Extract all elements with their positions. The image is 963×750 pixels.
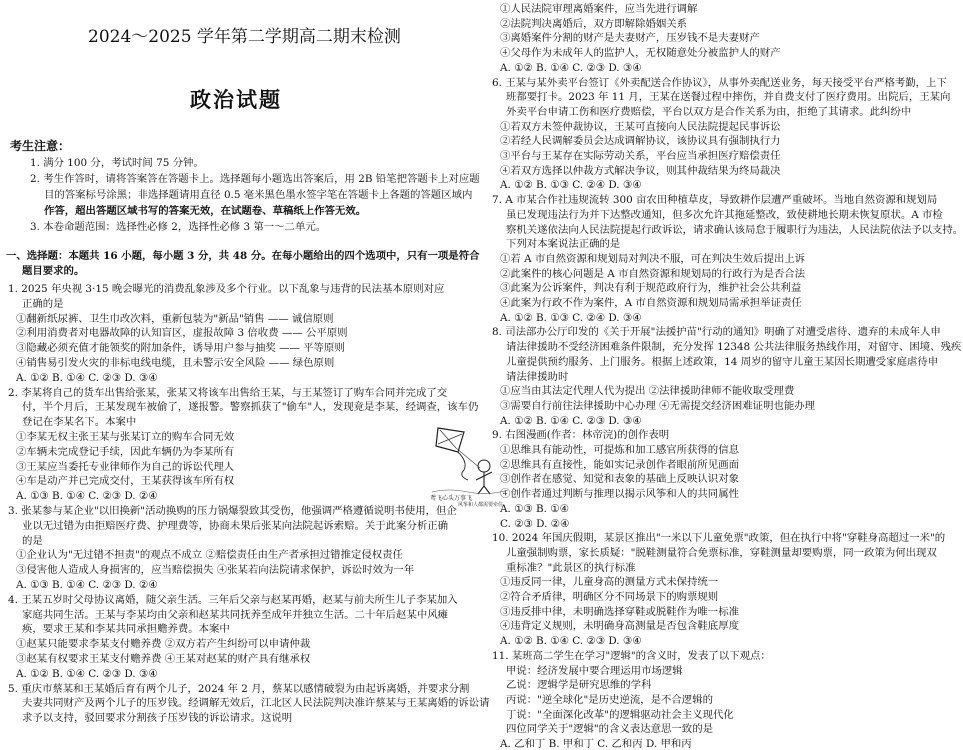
question-line: ③隐藏必须充值才能领奖的附加条件，诱导用户参与抽奖 —— 平等原则	[16, 342, 345, 355]
question-line: ④若双方选择以仲裁方式解决争议，则其仲裁结果为终局裁决	[500, 164, 781, 177]
question-line: ①企业认为"无过错不担责"的观点不成立 ②赔偿责任由生产者承担过错推定侵权责任	[16, 549, 403, 562]
question-line: 的是	[22, 534, 43, 547]
question-stem: 2. 李某将自己的货车出售给张某，张某又将该车出售给王某，与王某签订了购车合同并完成了交	[8, 386, 448, 399]
answer-options: A. ①② B. ①③ C. ②④ D. ③④	[500, 311, 642, 324]
question-line: ②此案件的核心问题是 A 市自然资源和规划局的行政行为是否合法	[500, 267, 806, 280]
question-line: ③离婚案件分割的财产是夫妻财产，压岁钱不是夫妻财产	[500, 32, 760, 45]
question-line: ②符合矛盾律，明确区分不同场景下的购票规则	[500, 591, 719, 603]
answer-options: A. ①② B. ①③ C. ②④ D. ③④	[500, 179, 642, 192]
question-line: 重标准？"此景区的执行标准	[506, 561, 636, 574]
question-line: ①思维具有能动性，可提炼和加工感官所获得的信息	[500, 444, 739, 456]
question-line: 登记在李某名下。本案中	[22, 416, 137, 429]
answer-options: A. ①② B. ①④ C. ②③ D. ③④	[500, 414, 642, 427]
question-stem: 1. 2025 年央视 3·15 晚会曝光的消费乱象涉及多个行业。以下乱象与违背的民法基本原则对应	[8, 283, 445, 295]
question-stem: 6. 王某与某外卖平台签订《外卖配送合作协议》，从事外卖配送业务，每天接受平台严格考勤，上下	[492, 76, 947, 89]
question-line: ①人民法院审理离婚案件，应当先进行调解	[500, 3, 698, 15]
question-line: ①若 A 市自然资源和规划局对判决不服，可在判决生效后提出上诉	[500, 252, 806, 265]
question-line: 付，半个月后，王某发现车被偷了，遂报警。警察抓获了"偷车"人，发现竟是李某，经调查，该车仍	[22, 401, 479, 414]
question-stem: 3. 张某参与某企业"以旧换新"活动换购的压力锅爆裂致其受伤，他强调严格遵循说明书使用，但企	[8, 505, 457, 517]
question-line: 家庭共同生活。王某与李某均由父亲和赵某共同抚养至成年并独立生活。二十年后赵某中风瘫	[22, 608, 449, 621]
question-line: ②法院判决离婚后，双方即解除婚姻关系	[500, 17, 688, 30]
subject-title: 政治试题	[190, 87, 282, 112]
question-line: ④创作者通过判断与推理以揭示风筝和人的共同属性	[500, 488, 739, 501]
notice-heading: 考生注意：	[10, 139, 71, 153]
question-line: ④车是动产并已完成交付，王某获得该车所有权	[16, 475, 235, 488]
question-line: 下列对本案说法正确的是	[506, 238, 621, 251]
answer-options: A. ①② B. ①④ C. ②③ D. ③④	[16, 667, 158, 680]
notice-item: 目的答案标号涂黑；非选择题请用直径 0.5 毫米黑色墨水签字笔在答题卡上各题的答题区域内	[44, 189, 473, 201]
question-line: ③创作者在感觉、知觉和表象的基础上反映认识对象	[500, 473, 739, 486]
question-stem: 4. 王某五岁时父母协议离婚，随父亲生活。三年后父亲与赵某再婚，赵某与前夫所生儿子李某加入	[8, 593, 458, 606]
answer-options: C. ②③ D. ②④	[500, 517, 570, 530]
question-line: 丁说："全面深化改革"的逻辑驱动社会主义现代化	[506, 708, 734, 721]
question-line: 外卖平台申请工伤和医疗费赔偿，平台以双方是合作关系为由，拒绝了其请求。此纠纷中	[506, 105, 912, 118]
answer-options: A. ①② B. ①④ C. ②③ D. ③④	[500, 635, 642, 648]
question-line: 业以无过错为由拒赔医疗费、护理费等，协商未果后张某向法院起诉索赔。关于此案分析正确	[22, 519, 449, 532]
question-line: ②车辆未完成登记手续，因此车辆仍为李某所有	[16, 445, 235, 458]
question-line: 夫妻共同财产及两个儿子的压岁钱。经调解无效后，江北区人民法院判决准许蔡某与王某离婚的诉讼请	[22, 697, 490, 710]
cartoon-caption: 风筝和人都需要牵住	[458, 502, 504, 508]
question-line: 丙说："逆全球化"是历史逆流，是不合逻辑的	[506, 693, 713, 706]
question-line: ③此案为公诉案件，判决有利于规范政府行为，维护社会公共利益	[500, 282, 802, 295]
question-line: ③侵害他人造成人身损害的，应当赔偿损失 ④张某若向法院请求保护，诉讼时效为一年	[16, 564, 415, 577]
question-line: 四位同学关于"逻辑"的含义表达意思一致的是	[506, 723, 713, 736]
question-line: ③违反排中律，未明确选择穿鞋或脱鞋作为唯一标准	[500, 605, 739, 618]
answer-options: A. ①③ B. ①④ C. ②③ D. ②④	[16, 579, 158, 591]
question-line: 儿童提供预约服务、上门服务。根据上述政策，14 周岁的留守儿童王某因长期遭受家庭虐待申	[506, 355, 939, 368]
cartoon-caption: 鸢飞心头万事飞	[430, 495, 473, 502]
question-line: 乙说：逻辑学是研究思维的学科	[506, 679, 652, 692]
question-line: ①李某无权主张王某与张某订立的购车合同无效	[16, 431, 235, 443]
kite-cartoon-illustration	[428, 422, 510, 508]
notice-item: 2. 考生作答时，请将答案答在答题卡上。选择题每小题选出答案后，用 2B 铅笔把答题卡上对应题	[30, 173, 480, 185]
answer-options: A. ①② B. ①④ C. ②③ D. ③④	[16, 371, 158, 384]
question-line: ④销售易引发火灾的非标电线电缆，且未警示安全风险 —— 绿色原则	[16, 357, 335, 369]
question-line: 痪，要求王某和李某共同承担赡养费。本案中	[22, 623, 230, 636]
question-stem: 8. 司法部办公厅印发的《关于开展"法援护苗"行动的通知》明确了对遭受虐待、遗弃的未成年人申	[492, 326, 941, 339]
question-line: ③王某应当委托专业律师作为自己的诉讼代理人	[16, 460, 235, 473]
question-line: ②利用消费者对电器故障的认知盲区，虚报故障 3 倍收费 —— 公平原则	[16, 327, 348, 340]
question-line: ③平台与王某存在实际劳动关系，平台应当承担医疗赔偿责任	[500, 150, 781, 162]
question-line: ②若经人民调解委员会达成调解协议，该协议具有强制执行力	[500, 135, 781, 148]
question-line: ④父母作为未成年人的监护人，无权随意处分被监护人的财产	[500, 47, 781, 60]
question-line: ③需要自行前往法律援助中心办理 ④无需提交经济困难证明也能办理	[500, 399, 816, 412]
answer-options: A. ①③ B. ①④	[500, 502, 569, 515]
question-line: 虽已发现违法行为并下达整改通知，但多次允许其拖延整改，致使耕地长期未恢复原状。A 市检	[506, 208, 943, 221]
question-stem: 11. 某班高二学生在学习"逻辑"的含义时，发表了以下观点：	[492, 649, 771, 662]
question-stem: 5. 重庆市蔡某和王某婚后育有两个儿子，2024 年 2 月，蔡某以感情破裂为由起诉离婚，并要求分割	[8, 682, 470, 695]
question-line: 求予以支持，驳回要求分割孩子压岁钱的诉讼请求。这说明	[22, 712, 293, 725]
question-line: ③赵某有权要求王某支付赡养费 ④王某对赵某的财产具有继承权	[16, 653, 311, 665]
question-line: 正确的是	[22, 297, 64, 310]
question-line: ①应当由其法定代理人代为提出 ②法律援助律师不能收取受理费	[500, 385, 795, 398]
question-stem: 9. 右图漫画(作者：林帝浣)的创作表明	[492, 429, 670, 442]
question-line: ①若双方未签仲裁协议，王某可直接向人民法院提起民事诉讼	[500, 120, 781, 133]
question-line: ④违背定义规则，未明确身高测量是否包含鞋底厚度	[500, 620, 739, 633]
question-line: 儿童强制购票，家长质疑："脱鞋测量符合免票标准，穿鞋测量却要购票，同一政策为何出现双	[506, 546, 937, 559]
question-line: 请法律援助不受经济困难条件限制，充分发挥 12348 公共法律服务热线作用，对留守、困境、残疾	[506, 341, 962, 354]
section-instruction: 题目要求的。	[22, 265, 85, 277]
question-line: ①违反同一律，儿童身高的测量方式未保持统一	[500, 576, 719, 589]
answer-options: A. ①③ B. ①④ C. ②③ D. ②④	[16, 490, 158, 503]
question-line: 班都要打卡。2023 年 11 月，王某在送餐过程中摔伤，并自费支付了医疗费用。出院后，王某向	[506, 91, 951, 104]
section-instruction: 一、选择题：本题共 16 小题，每小题 3 分，共 48 分。在每小题给出的四个选项中，只有一项是符合	[6, 250, 480, 262]
question-line: 察机关遂依法向人民法院提起行政诉讼，请求确认该局怠于履职行为违法，人民法院依法予以支持。	[506, 223, 963, 236]
question-line: 请法律援助时	[506, 370, 569, 383]
question-line: 甲说：经济发展中要合理运用市场逻辑	[506, 664, 683, 677]
notice-item: 1. 满分 100 分，考试时间 75 分钟。	[30, 157, 204, 169]
question-line: ②思维具有直接性，能如实记录创作者眼前所见画面	[500, 458, 739, 471]
notice-item: 3. 本卷命题范围：选择性必修 2，选择性必修 3 第一～二单元。	[30, 221, 327, 233]
question-line: ①赵某只能要求李某支付赡养费 ②双方若产生纠纷可以申请仲裁	[16, 638, 311, 651]
question-stem: 10. 2024 年国庆假期，某景区推出"一米以下儿童免票"政策，但在执行中将"穿鞋身高超过一米"的	[492, 532, 946, 545]
answer-options: A. 乙和丁 B. 甲和丁 C. 乙和丙 D. 甲和丙	[500, 738, 692, 750]
question-line: ④此案为行政不作为案件，A 市自然资源和规划局需承担举证责任	[500, 297, 802, 309]
answer-options: A. ①② B. ①④ C. ②③ D. ③④	[500, 61, 642, 74]
question-stem: 7. A 市某合作社违规流转 300 亩农田种植草皮，导致耕作层遭严重破坏。当地自然资源和规划局	[492, 194, 938, 207]
question-line: ①翻新纸尿裤、卫生巾改次料，重新包装为"新品"销售 —— 诚信原则	[16, 312, 334, 325]
notice-item: 作答，超出答题区域书写的答案无效，在试题卷、草稿纸上作答无效。	[44, 205, 367, 217]
exam-title: 2024～2025 学年第二学期高二期末检测	[88, 27, 401, 47]
